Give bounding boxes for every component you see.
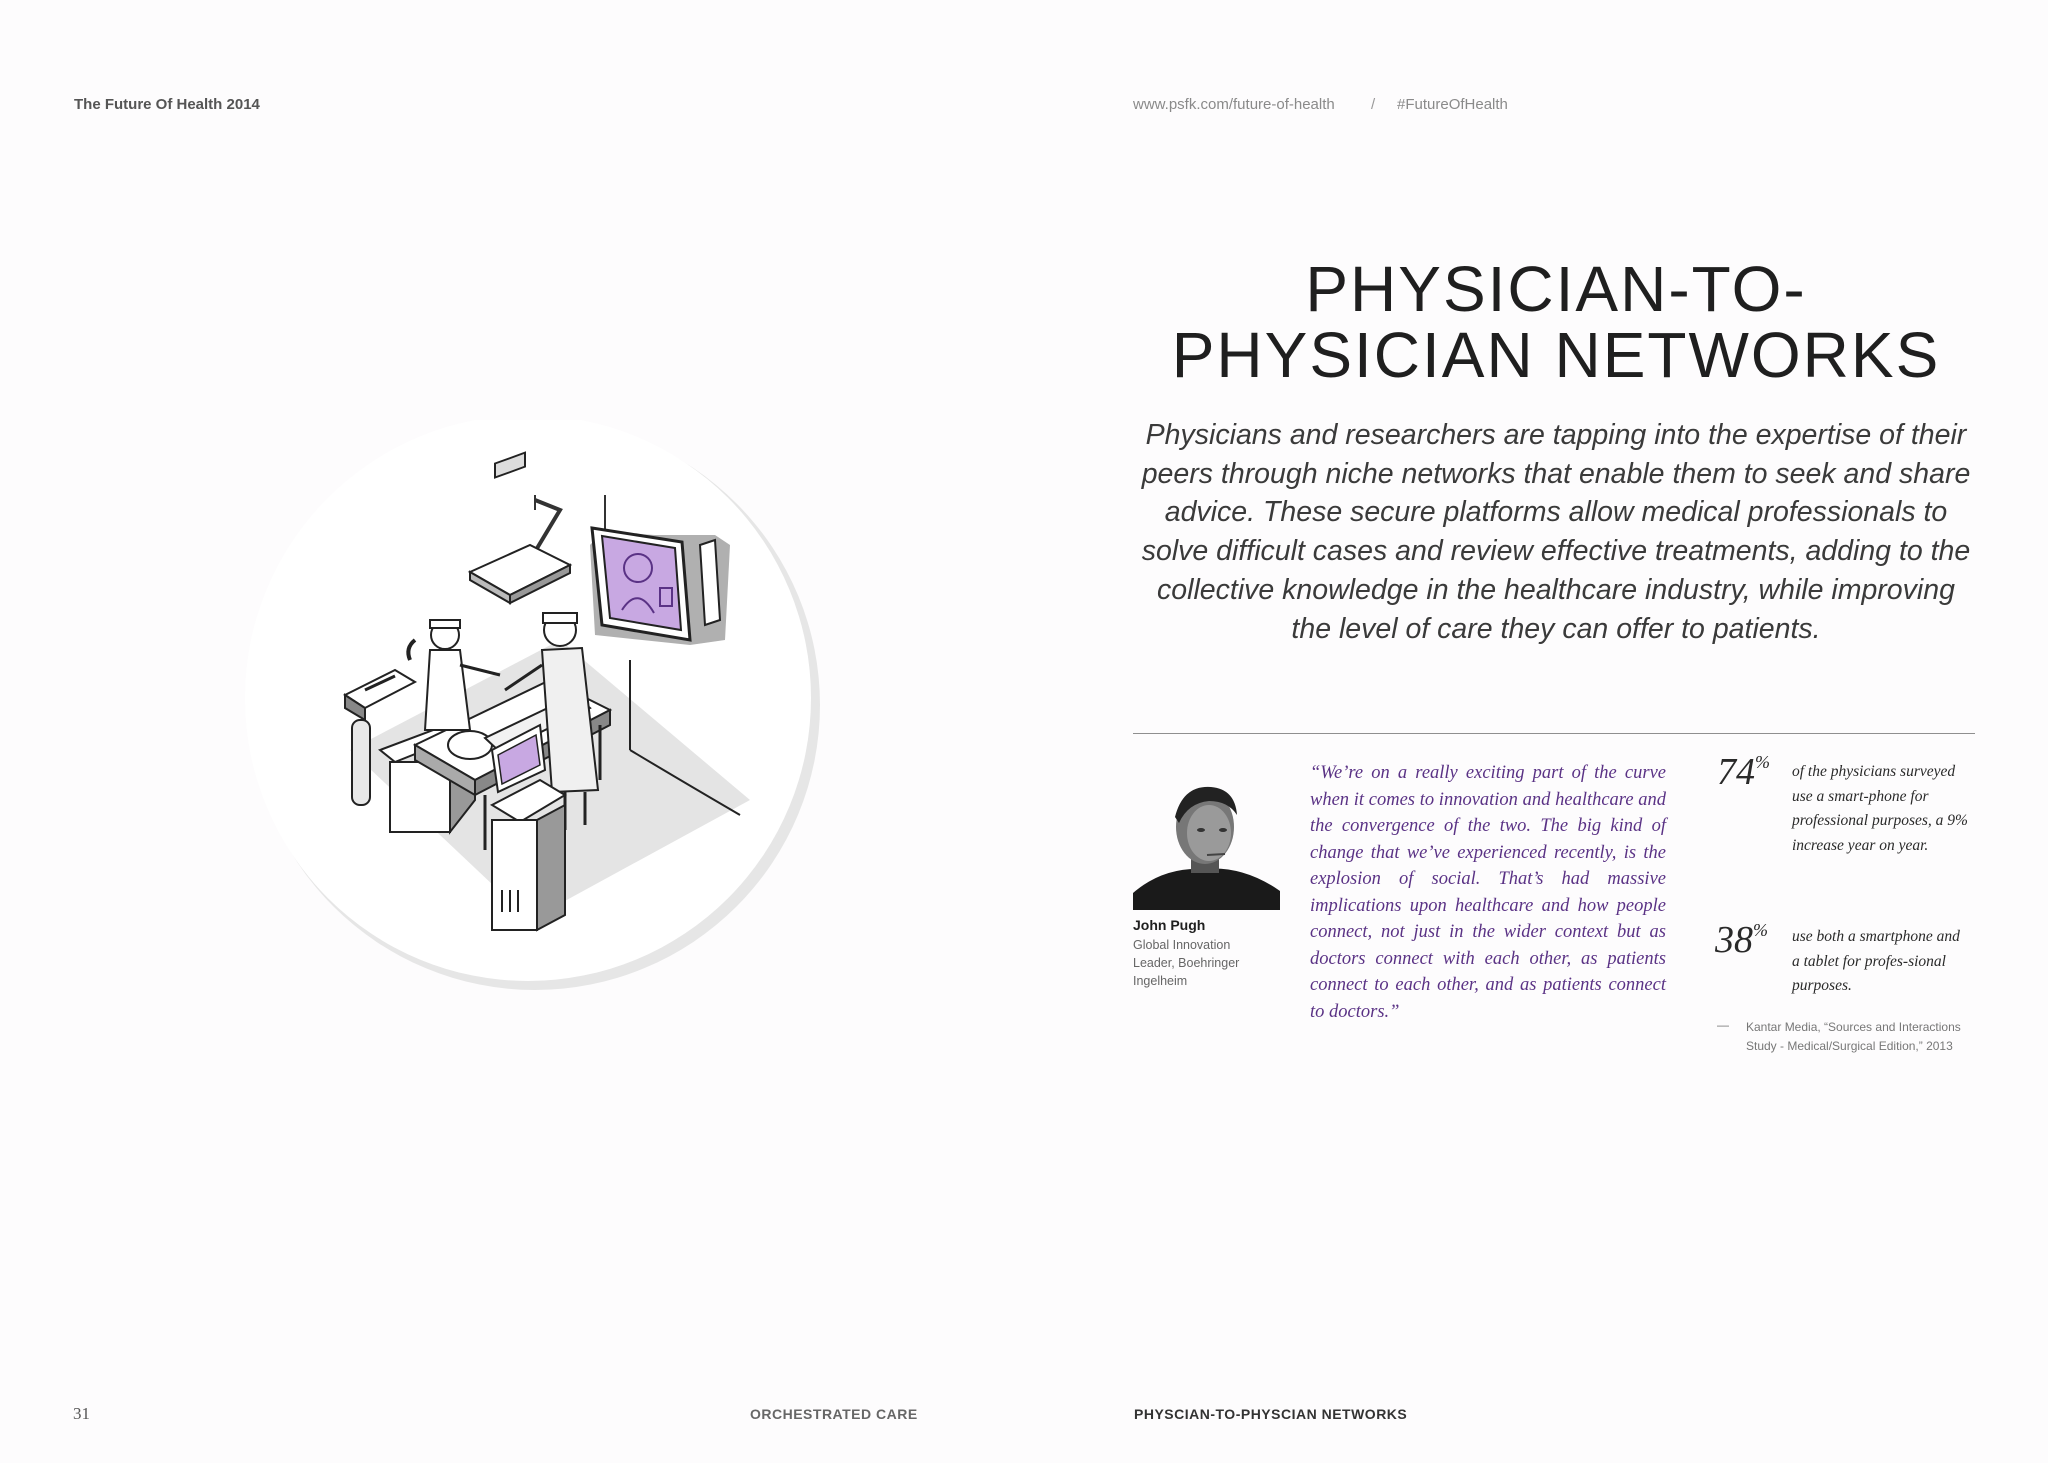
footer-topic: PHYSCIAN-TO-PHYSCIAN NETWORKS [1134, 1406, 1408, 1422]
source-citation: Kantar Media, “Sources and Interactions Study - Medical/Surgical Edition,” 2013 [1746, 1020, 1961, 1053]
website-link[interactable]: www.psfk.com/future-of-health [1133, 96, 1335, 113]
stat-value: 38% [1715, 919, 1768, 961]
article-title: PHYSICIAN-TO-PHYSICIAN NETWORKS [1171, 253, 1941, 391]
page-number: 31 [73, 1404, 90, 1423]
article-intro: Physicians and researchers are tapping into the expertise of their peers through niche networks that enable them to seek and share advice. These secure platforms allow medical professionals to solve difficult cases and review effective treatments, adding to the collective knowledge in the healthcare industry, while improving the level of care they can offer to patients. [1141, 419, 1971, 645]
operating-room-illustration [230, 420, 830, 1010]
person-name: John Pugh [1133, 917, 1206, 933]
publication-title: The Future Of Health 2014 [74, 96, 260, 113]
source-dash: — [1717, 1018, 1729, 1032]
section-divider [1133, 733, 1975, 734]
hashtag[interactable]: #FutureOfHealth [1397, 96, 1508, 113]
stat-value: 74% [1717, 751, 1770, 793]
stat-description: use both a smartphone and a tablet for profes-sional purposes. [1792, 928, 1960, 994]
stat-description: of the physicians surveyed use a smart-phone for professional purposes, a 9% increase year on year. [1792, 763, 1968, 854]
portrait-photo [1133, 775, 1280, 910]
header-separator: / [1371, 96, 1376, 113]
footer-section: ORCHESTRATED CARE [750, 1406, 918, 1422]
person-role: Global Innovation Leader, Boehringer Ingelheim [1133, 938, 1240, 988]
pull-quote: “We’re on a really exciting part of the curve when it comes to innovation and healthcare and the convergence of the two. The big kind of change that we’ve experienced recently, is the explosion of social. That’s had massive implications upon healthcare and how people connect, not just in the wider context but as doctors connect with each other, as patients connect to each other, and as patients connect to doctors.” [1310, 763, 1666, 1022]
